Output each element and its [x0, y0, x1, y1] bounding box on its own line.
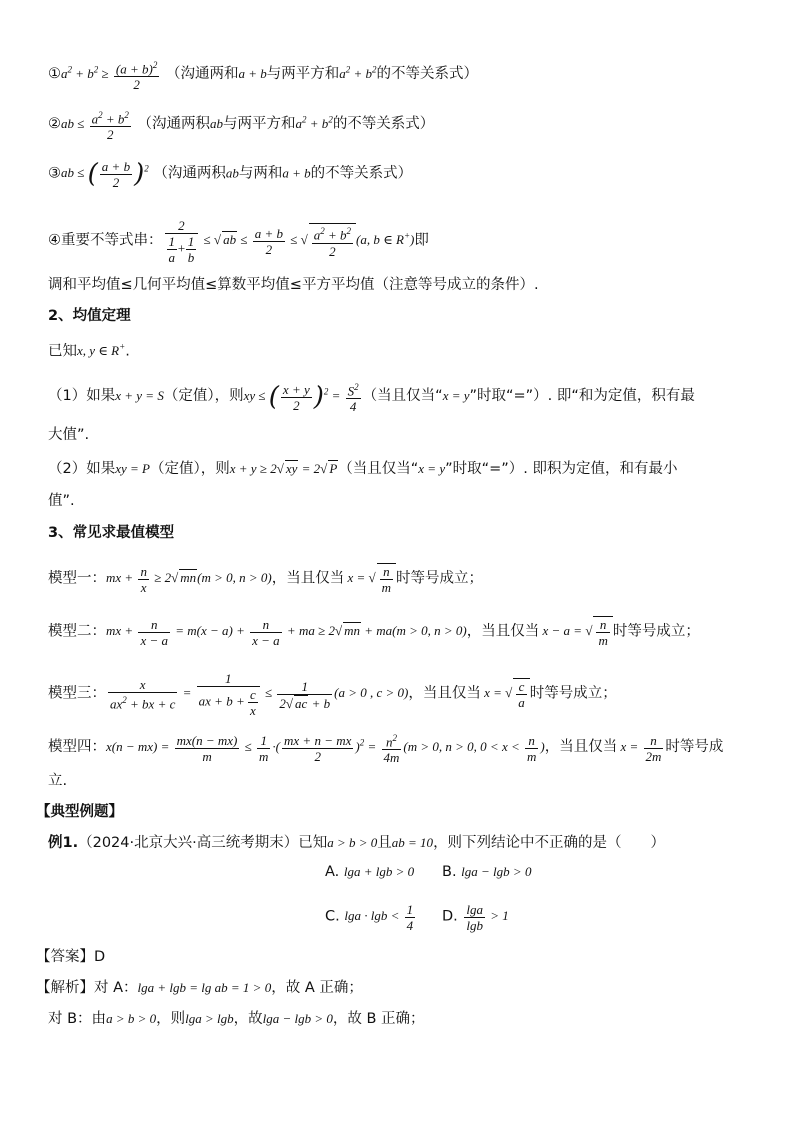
section-2-p1-cont: 大值”. [48, 427, 90, 443]
formula-3: ab ≤ ( $\frac{a + b}{2}$ )$^2$ [61, 158, 149, 190]
section-3-title: 3、常见求最值模型 [48, 525, 175, 541]
example-heading: 【典型例题】 [36, 804, 123, 820]
item-4-line2: 调和平均值≤几何平均值≤算数平均值≤平方平均值（注意等号成立的条件）. [48, 277, 539, 293]
formula-2: ab ≤ $\frac{a^2 + b^2}{2}$ [61, 110, 129, 143]
option-d: D. $\frac{\lg a}{\lg b}$ > 1 [442, 902, 509, 933]
example-question: 例1.（2024·北京大兴·高三统考期末）已知a > b > 0且ab = 10，则下列结论中不正确的是（ ） [48, 835, 666, 851]
item-2: ②ab ≤ $\frac{a^2 + b^2}{2}$ （沟通两积ab与两平方和$a^2 + b^2$的不等关系式） [48, 110, 435, 143]
section-2-title: 2、均值定理 [48, 308, 131, 324]
section-2-p2: （2）如果xy = P（定值），则x + y ≥ 2√ xy = 2√ P（当且仅当“x = y”时取“=”）. 即积为定值，和有最小 [48, 461, 678, 477]
option-b: B. lga − lgb > 0 [442, 864, 532, 880]
model-2: 模型二：mx + $\frac{n}{x - a}$ = m(x − a) + $\frac{n}{x - a}$ + ma ≥ 2√ mn + ma(m > 0, n > 0)，当且仅当 x − a = √ $\frac{n}{m}$ 时等号成立； [48, 617, 700, 648]
item-1-mark: ① [48, 66, 61, 83]
item-1-note: （沟通两和 [165, 66, 239, 83]
analysis-b: 对 B：由a > b > 0，则lga > lgb，故lga − lgb > 0，故 B 正确； [48, 1011, 425, 1027]
section-2-known: 已知x, y ∈ R+. [48, 342, 130, 360]
formula-4: 2 $\frac{1}{a}$ + $\frac{1}{b}$ ≤ √ ab ≤ $\frac{a + b}{2}$ ≤ √ $\frac{a^2 + b^2}{2}$ (a, b ∈ R+) [163, 232, 415, 247]
section-2-p2-cont: 值”. [48, 493, 75, 509]
option-c: C. lga · lgb < $\frac{1}{4}$ [325, 902, 414, 933]
model-1: 模型一：mx + $\frac{n}{x}$ ≥ 2√ mn(m > 0, n > 0)，当且仅当 x = √ $\frac{n}{m}$ 时等号成立； [48, 564, 484, 595]
item-4: ④重要不等式串： 2 $\frac{1}{a}$ + $\frac{1}{b}$ ≤ √ ab ≤ $\frac{a + b}{2}$ ≤ √ $\frac{a^2 + b^2}{2}$ (a, b ∈ R+)即 [48, 218, 429, 265]
analysis-a: 【解析】对 A：lga + lgb = lg ab = 1 > 0，故 A 正确； [36, 980, 363, 996]
formula-1: $a^2 + b^2$ ≥ $\frac{(a + b)^2}{2}$ [61, 60, 158, 93]
item-1: $①a^2 + b^2$ ≥ $\frac{(a + b)^2}{2}$ （沟通两和a + b与两平方和$a^2 + b^2$的不等关系式） [48, 60, 479, 93]
answer-value: D [94, 949, 106, 965]
model-4: 模型四：x(n − mx) = $\frac{mx(n - mx)}{m}$ ≤ $\frac{1}{m}$ ·( $\frac{mx + n - mx}{2}$ )$^2$ = $\frac{n^2}{4m}$ (m > 0, n > 0, 0 < x < $\frac{n}{m}$ )，当且仅当 x = $\frac{n}{2m}$ 时等号成 [48, 732, 724, 766]
model-4-cont: 立. [48, 773, 68, 789]
section-2-p1: （1）如果x + y = S（定值），则xy ≤ ( $\frac{x + y}{2}$ )$^2$ = $\frac{S^2}{4}$ （当且仅当“x = y”时取“=”）. 即“和为定值，积有最 [48, 381, 695, 415]
answer-line: 【答案】D [36, 949, 106, 965]
item-3: ③ab ≤ ( $\frac{a + b}{2}$ )$^2$ （沟通两积ab与两和a + b的不等关系式） [48, 158, 413, 190]
option-a: A. lga + lgb > 0 [325, 864, 415, 880]
model-3: 模型三： $\frac{x}{ax^2 + bx + c}$ = 1 ax + b + $\frac{c}{x}$ ≤ $\frac{1}{2√ ac + b}$ (a > 0 , c > 0)，当且仅当 x = √ $\frac{c}{a}$ 时等号成立； [48, 671, 617, 718]
